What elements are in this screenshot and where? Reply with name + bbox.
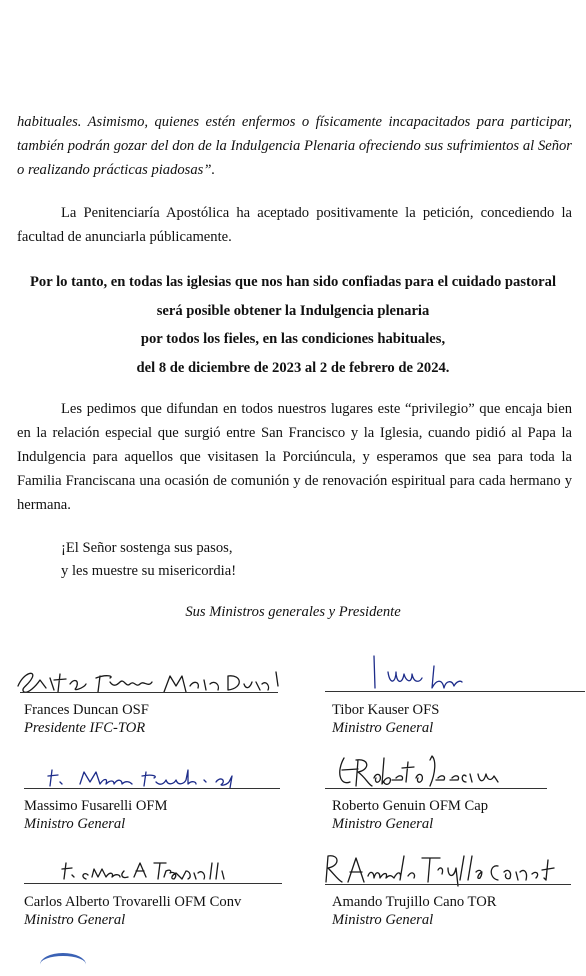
signature-line-trovarelli: [24, 883, 282, 884]
signatory-name: Frances Duncan OSF: [24, 702, 149, 718]
logo-partial: [40, 953, 86, 976]
announcement-line-3: por todos los fieles, en las condiciones habituales,: [140, 331, 446, 347]
signature-line-trujillo: [325, 884, 571, 885]
signature-trujillo: [322, 850, 554, 888]
announcement-line-4: del 8 de diciembre de 2023 al 2 de febrero de 2024.: [136, 359, 450, 376]
signatory-role: Ministro General: [332, 720, 434, 736]
blessing: [61, 537, 236, 583]
paragraph-request: Les pedimos que difundan en todos nuestros lugares este “privilegio” que encaja bien en la relación especial que surgió entre San Francisco y la Iglesia, cuando pidió al Papa la Indulgencia para aquellos que visitasen la Porciúncula, y esperamos que sea para toda la Familia Franciscana una ocasión de comunión y de renovación espiritual para cada hermano y hermana.: [17, 401, 572, 513]
signature-kauser: [366, 652, 466, 692]
signatory-name: Roberto Genuin OFM Cap: [332, 798, 489, 814]
signatory-name: Massimo Fusarelli OFM: [24, 798, 168, 814]
closing-line: Sus Ministros generales y Presidente: [185, 604, 401, 620]
signature-line-kauser: [325, 691, 585, 692]
signatory-name: Carlos Alberto Trovarelli OFM Conv: [24, 894, 242, 910]
paragraph-penitenciaria: La Penitenciaría Apostólica ha aceptado positivamente la petición, concediendo la facultad de anunciarla públicamente.: [17, 205, 572, 245]
signature-line-genuin: [325, 788, 547, 789]
signatory-role: Ministro General: [24, 912, 126, 928]
signatory-role: Ministro General: [332, 912, 434, 928]
blessing-line-2: y les muestre su misericordia!: [61, 563, 237, 579]
signature-fusarelli: [46, 766, 256, 790]
indulgence-announcement: [10, 268, 576, 382]
signatory-name: Tibor Kauser OFS: [332, 702, 440, 718]
signature-line-duncan: [20, 692, 278, 693]
blessing-line-1: ¡El Señor sostenga sus pasos,: [61, 540, 233, 556]
announcement-line-1: Por lo tanto, en todas las iglesias que nos han sido confiadas para el cuidado pastoral: [30, 274, 556, 290]
signatory-name: Amando Trujillo Cano TOR: [332, 894, 497, 910]
signatory-role: Ministro General: [24, 816, 126, 832]
paragraph-italic: habituales. Asimismo, quienes estén enfermos o físicamente incapacitados para participar, también podrán gozar del don de la Indulgencia Plenaria ofreciendo sus sufrimientos al Señor o realizando prácticas piadosas”.: [17, 114, 572, 178]
signatory-role: Presidente IFC-TOR: [24, 720, 146, 736]
signature-trovarelli: [58, 857, 238, 885]
signature-line-fusarelli: [24, 788, 280, 789]
announcement-line-2: será posible obtener la Indulgencia plenaria: [156, 302, 430, 319]
signatory-role: Ministro General: [332, 816, 434, 832]
signature-genuin: [330, 752, 516, 792]
